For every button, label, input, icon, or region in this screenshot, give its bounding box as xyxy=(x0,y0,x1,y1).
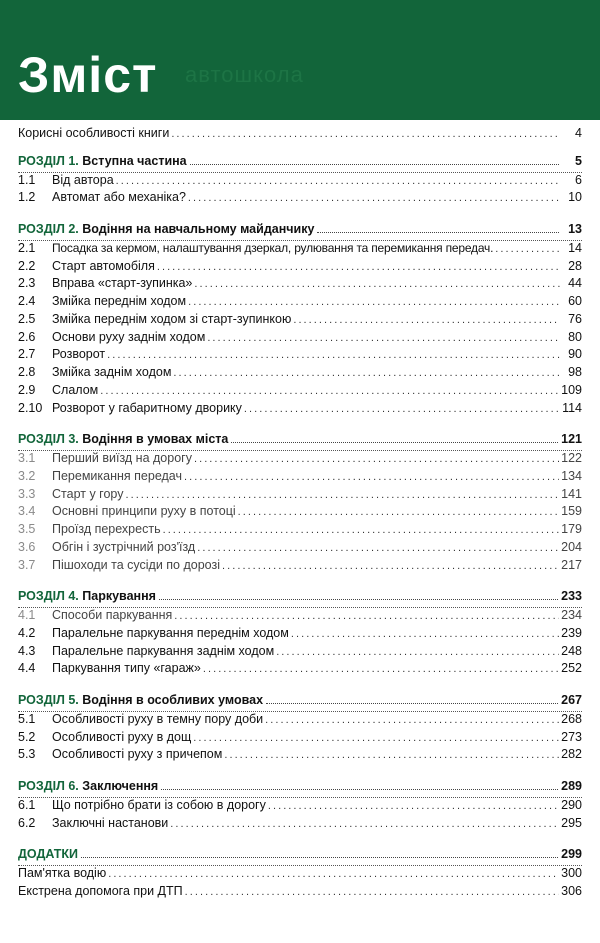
entry-label: Посадка за кермом, налаштування дзеркал, рулювання та перемикання передач. xyxy=(52,240,494,255)
dot-leader xyxy=(100,385,559,397)
entry-number: 3.5 xyxy=(18,522,36,536)
dot-leader xyxy=(222,560,559,572)
entry-number: 2.3 xyxy=(18,276,36,291)
chapter-title: Вступна частина xyxy=(82,153,187,168)
toc-entry[interactable] xyxy=(18,383,582,401)
dot-leader xyxy=(238,506,559,518)
entry-number: 2.9 xyxy=(18,382,36,397)
entry-number: 4.4 xyxy=(18,661,36,676)
entry-label: Особливості руху в темну пору доби xyxy=(52,711,264,726)
entry-label: Старт автомобіля xyxy=(52,258,155,273)
entry-page: 282 xyxy=(561,747,582,762)
entry-number: 5.1 xyxy=(18,711,36,726)
entry-label: Розворот xyxy=(52,347,106,362)
entry-number: 3.7 xyxy=(18,557,36,572)
entry-page: 14 xyxy=(568,240,582,255)
entry-page: 295 xyxy=(561,815,582,830)
toc-entry[interactable] xyxy=(18,487,582,505)
entry-page: 204 xyxy=(561,539,582,554)
entry-page: 28 xyxy=(568,258,582,273)
chapter-word: РОЗДІЛ xyxy=(18,153,65,168)
entry-number: 3.6 xyxy=(18,539,36,554)
chapter-heading-6[interactable] xyxy=(18,779,582,798)
entry-number: 2.4 xyxy=(18,294,36,308)
entry-number: 6.1 xyxy=(18,797,36,812)
entry-page: 6 xyxy=(575,172,582,187)
entry-label: Розворот у габаритному дворику xyxy=(52,400,242,415)
toc-entry[interactable] xyxy=(18,798,582,816)
dot-leader xyxy=(268,800,559,812)
dot-leader xyxy=(107,349,560,361)
entry-label: Екстрена допомога при ДТП xyxy=(18,883,183,898)
entry-page: 109 xyxy=(561,382,582,397)
dot-leader xyxy=(197,542,559,554)
dot-leader xyxy=(157,261,560,273)
dot-leader xyxy=(293,314,560,326)
dot-leader xyxy=(108,868,559,880)
dot-leader xyxy=(159,599,558,600)
toc-entry[interactable] xyxy=(18,661,582,679)
entry-number: 5.2 xyxy=(18,729,36,744)
entry-label: Паралельне паркування переднім ходом xyxy=(52,625,289,640)
entry-number: 4.2 xyxy=(18,625,36,640)
entry-label: Корисні особливості книги xyxy=(18,126,170,140)
chapter-number: 3. xyxy=(68,432,79,447)
chapter-number: 6. xyxy=(68,779,79,793)
dot-leader xyxy=(188,296,560,308)
entry-page: 90 xyxy=(568,347,582,362)
entry-number: 1.2 xyxy=(18,190,36,205)
entry-page: 134 xyxy=(561,468,582,483)
dot-leader xyxy=(207,332,560,344)
chapter-word: РОЗДІЛ xyxy=(18,222,65,236)
chapter-heading-1[interactable] xyxy=(18,154,582,173)
toc-entry[interactable] xyxy=(18,276,582,294)
chapter-heading-4[interactable] xyxy=(18,589,582,608)
chapter-word: РОЗДІЛ xyxy=(18,432,65,447)
entry-page: 114 xyxy=(562,400,582,415)
dot-leader xyxy=(188,192,560,204)
entry-number: 2.5 xyxy=(18,311,36,326)
toc-entry[interactable] xyxy=(18,816,582,834)
dot-leader xyxy=(116,175,560,187)
chapter-page: 267 xyxy=(561,693,582,707)
appendix-page: 299 xyxy=(561,847,582,862)
entry-page: 44 xyxy=(568,276,582,291)
entry-page: 273 xyxy=(561,729,582,744)
dot-leader xyxy=(185,886,560,898)
toc-entry[interactable] xyxy=(18,312,582,330)
entry-page: 10 xyxy=(568,190,582,205)
chapter-title: Водіння на навчальному майданчику xyxy=(82,222,315,236)
entry-number: 2.8 xyxy=(18,365,36,379)
entry-label: Особливості руху в дощ xyxy=(52,729,192,744)
toc-entry[interactable] xyxy=(18,451,582,469)
toc-entry[interactable] xyxy=(18,259,582,277)
entry-label: Змійка переднім ходом xyxy=(52,294,187,308)
entry-page: 268 xyxy=(561,711,582,726)
entry-label: Проїзд перехресть xyxy=(52,522,161,536)
entry-label: Паркування типу «гараж» xyxy=(52,661,201,676)
dot-leader xyxy=(266,703,558,704)
entry-number: 2.7 xyxy=(18,347,36,362)
table-of-contents xyxy=(18,126,582,902)
entry-page: 252 xyxy=(561,661,582,676)
dot-leader xyxy=(276,646,559,658)
chapter-word: РОЗДІЛ xyxy=(18,693,65,707)
entry-page: 60 xyxy=(568,294,582,308)
toc-entry[interactable] xyxy=(18,712,582,730)
entry-number: 2.2 xyxy=(18,258,36,273)
toc-entry[interactable] xyxy=(18,608,582,626)
chapter-number: 5. xyxy=(68,693,79,707)
dot-leader xyxy=(224,749,559,761)
chapter-number: 2. xyxy=(68,222,79,236)
toc-entry[interactable] xyxy=(18,558,582,576)
chapter-title: Водіння в особливих умовах xyxy=(82,693,264,707)
entry-label: Пам'ятка водію xyxy=(18,866,107,880)
entry-label: Від автора xyxy=(52,172,114,187)
entry-number: 1.1 xyxy=(18,172,36,187)
dot-leader xyxy=(231,442,558,443)
dot-leader xyxy=(194,278,560,290)
toc-entry[interactable] xyxy=(18,241,582,259)
entry-label: Основи руху заднім ходом xyxy=(52,329,206,344)
ghost-watermark-text: автошкола xyxy=(185,62,304,87)
entry-page: 234 xyxy=(561,608,582,622)
dot-leader xyxy=(163,524,560,536)
toc-entry[interactable] xyxy=(18,190,582,208)
toc-entry[interactable] xyxy=(18,504,582,522)
toc-entry[interactable] xyxy=(18,401,582,419)
chapter-page: 13 xyxy=(568,222,582,236)
entry-page: 159 xyxy=(561,504,582,519)
chapter-heading-3[interactable] xyxy=(18,432,582,451)
page-title: Зміст xyxy=(18,47,158,103)
dot-leader xyxy=(291,628,559,640)
entry-page: 306 xyxy=(561,883,582,898)
entry-number: 3.4 xyxy=(18,504,36,519)
entry-label: Перемикання передач xyxy=(52,468,182,483)
dot-leader xyxy=(317,232,559,233)
chapter-page: 5 xyxy=(575,153,582,168)
entry-page: 290 xyxy=(561,797,582,812)
dot-leader xyxy=(265,714,559,726)
entry-label: Пішоходи та сусіди по дорозі xyxy=(52,557,220,572)
chapter-title: Водіння в умовах міста xyxy=(82,432,229,447)
entry-label: Автомат або механіка? xyxy=(52,190,186,205)
entry-number: 2.6 xyxy=(18,329,36,344)
toc-entry[interactable] xyxy=(18,747,582,765)
chapter-word: РОЗДІЛ xyxy=(18,779,65,793)
entry-number: 3.2 xyxy=(18,468,36,483)
toc-entry[interactable] xyxy=(18,522,582,540)
dot-leader xyxy=(193,732,559,744)
toc-entry[interactable] xyxy=(18,540,582,558)
chapter-page: 121 xyxy=(561,432,582,447)
chapter-number: 1. xyxy=(68,153,79,168)
chapter-title: Паркування xyxy=(82,589,156,604)
dot-leader xyxy=(161,789,558,790)
entry-page: 239 xyxy=(561,625,582,640)
toc-entry[interactable] xyxy=(18,730,582,748)
toc-entry[interactable] xyxy=(18,884,582,902)
header-banner xyxy=(0,0,600,120)
dot-leader xyxy=(81,857,558,858)
entry-label: Обгін і зустрічний роз'їзд xyxy=(52,539,196,554)
entry-number: 2.10 xyxy=(18,400,43,415)
entry-number: 4.1 xyxy=(18,608,36,622)
entry-page: 4 xyxy=(575,126,582,140)
dot-leader xyxy=(190,164,559,165)
toc-entry[interactable] xyxy=(18,294,582,312)
chapter-page: 289 xyxy=(561,779,582,793)
entry-number: 6.2 xyxy=(18,815,36,830)
dot-leader xyxy=(125,489,559,501)
toc-entry[interactable] xyxy=(18,330,582,348)
entry-page: 80 xyxy=(568,329,582,344)
chapter-page: 233 xyxy=(561,589,582,604)
entry-label: Що потрібно брати із собою в дорогу xyxy=(52,797,266,812)
chapter-heading-5[interactable] xyxy=(18,693,582,712)
entry-label: Змійка переднім ходом зі старт-зупинкою xyxy=(52,311,292,326)
entry-number: 4.3 xyxy=(18,643,36,658)
entry-label: Способи паркування xyxy=(52,608,173,622)
entry-page: 248 xyxy=(561,643,582,658)
entry-number: 2.1 xyxy=(18,240,36,255)
chapter-title: Заключення xyxy=(82,779,159,793)
entry-number: 3.1 xyxy=(18,451,36,465)
toc-entry[interactable] xyxy=(18,626,582,644)
entry-number: 5.3 xyxy=(18,747,36,762)
entry-page: 122 xyxy=(561,451,582,465)
dot-leader xyxy=(171,128,560,140)
dot-leader xyxy=(495,243,560,255)
toc-entry[interactable] xyxy=(18,469,582,487)
entry-label: Слалом xyxy=(52,382,99,397)
dot-leader xyxy=(194,453,559,465)
entry-page: 98 xyxy=(568,365,582,379)
entry-page: 76 xyxy=(568,311,582,326)
dot-leader xyxy=(203,663,559,675)
dot-leader xyxy=(174,610,559,622)
toc-entry[interactable] xyxy=(18,644,582,662)
entry-label: Особливості руху з причепом xyxy=(52,747,223,762)
dot-leader xyxy=(184,471,559,483)
toc-entry[interactable] xyxy=(18,347,582,365)
entry-label: Вправа «старт-зупинка» xyxy=(52,276,193,291)
toc-entry[interactable] xyxy=(18,866,582,884)
entry-page: 217 xyxy=(561,557,582,572)
entry-label: Змійка заднім ходом xyxy=(52,365,172,379)
entry-label: Основні принципи руху в потоці xyxy=(52,504,236,519)
dot-leader xyxy=(244,403,560,415)
entry-label: Перший виїзд на дорогу xyxy=(52,451,192,465)
chapter-number: 4. xyxy=(68,589,79,604)
entry-label: Паралельне паркування заднім ходом xyxy=(52,643,275,658)
appendix-title: ДОДАТКИ xyxy=(18,847,79,862)
appendix-heading[interactable] xyxy=(18,847,582,866)
toc-entry[interactable] xyxy=(18,173,582,191)
entry-page: 141 xyxy=(561,486,582,501)
entry-number: 3.3 xyxy=(18,486,36,501)
toc-entry[interactable] xyxy=(18,365,582,383)
chapter-word: РОЗДІЛ xyxy=(18,589,65,604)
chapter-heading-2[interactable] xyxy=(18,222,582,241)
entry-page: 179 xyxy=(561,522,582,536)
dot-leader xyxy=(173,367,560,379)
entry-label: Старт у гору xyxy=(52,486,124,501)
dot-leader xyxy=(170,818,559,830)
toc-entry-intro[interactable] xyxy=(18,126,582,144)
entry-label: Заключні настанови xyxy=(52,815,169,830)
entry-page: 300 xyxy=(561,866,582,880)
